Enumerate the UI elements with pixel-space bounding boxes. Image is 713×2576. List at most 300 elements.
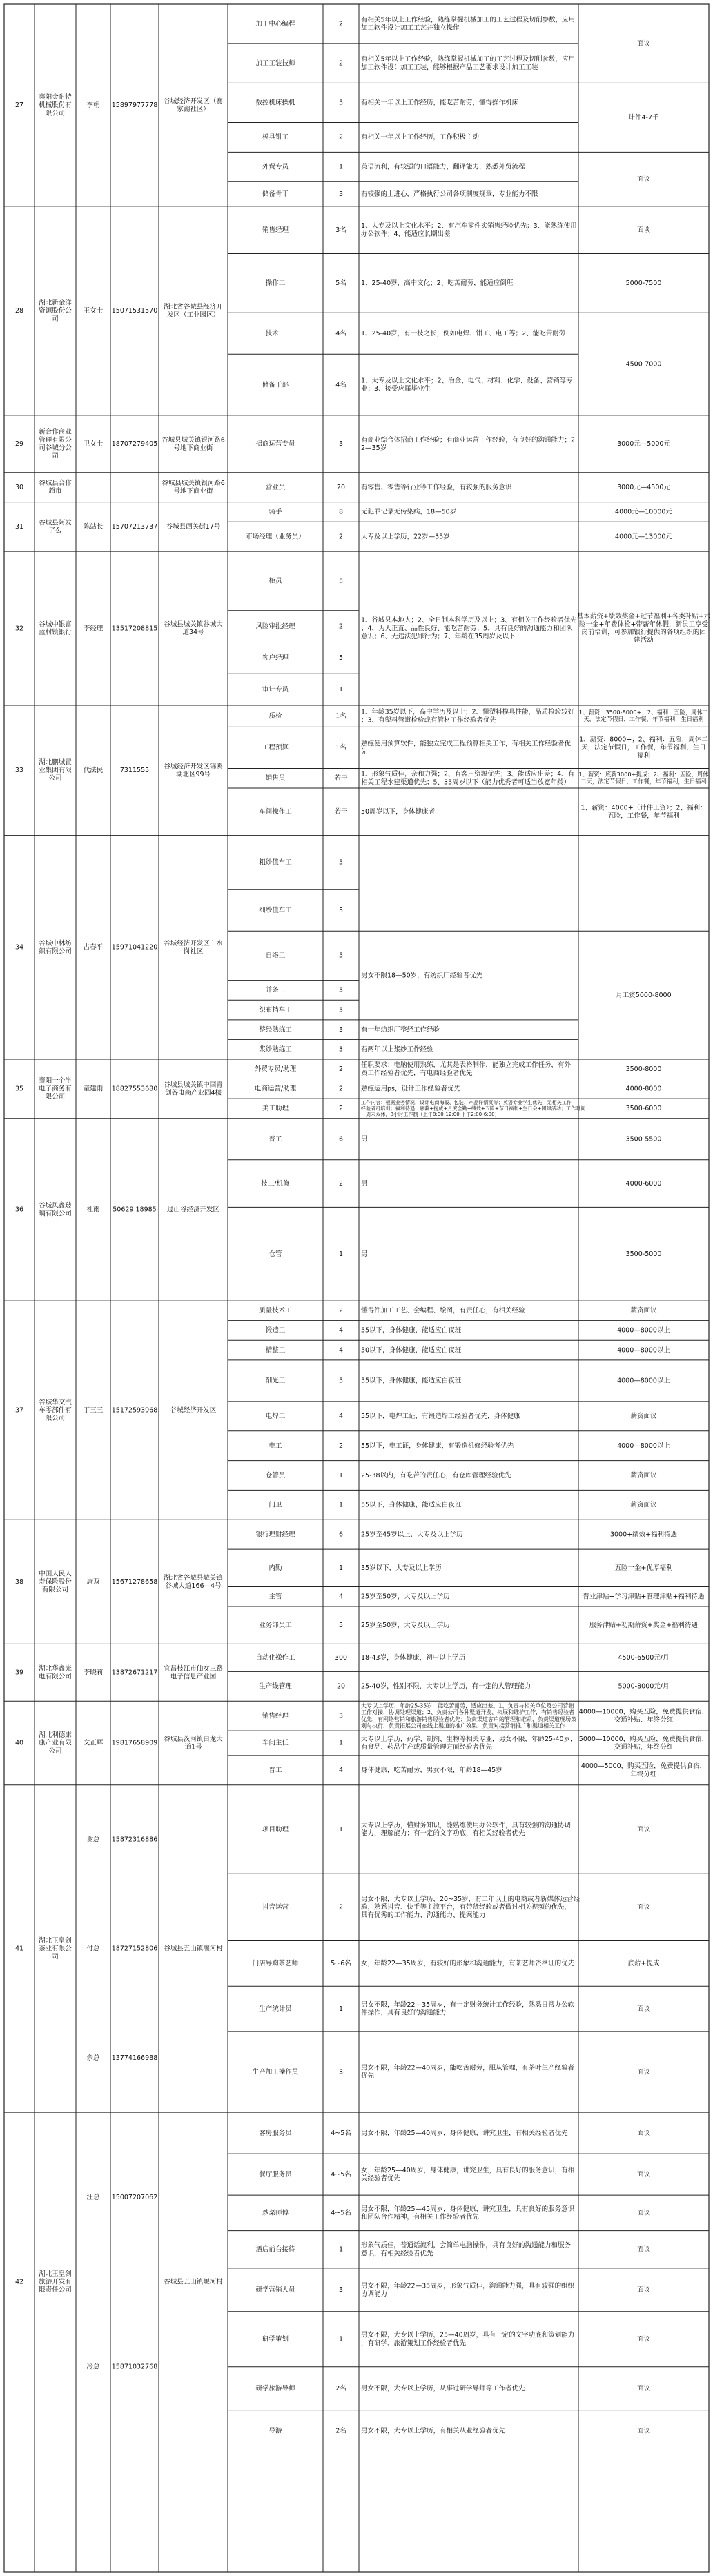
job-title: 销售经理 [262, 1712, 289, 1720]
job-requirement: 大专及以上学历，22岁—35岁 [361, 533, 450, 541]
job-pay: 薪资面议 [630, 1471, 657, 1479]
contact-name: 余总 [86, 2054, 100, 2062]
job-requirement: 男 [361, 1250, 368, 1258]
job-title: 电工 [268, 1442, 282, 1450]
job-requirement: 有相关5年以上工作经验，熟练掌握机械加工的工艺过程及切削参数，应用加工软件设计加工工艺并独立操作 [361, 16, 576, 32]
job-title: 织布挡车工 [259, 1006, 292, 1014]
job-title: 并条工 [265, 986, 286, 994]
company-number: 30 [14, 483, 24, 491]
job-count: 3 [338, 1712, 344, 1720]
job-count: 4 [338, 1767, 344, 1775]
job-title: 车间操作工 [259, 808, 292, 816]
job-requirement: 有零售、零售等行业等工作经验，有较强的服务意识 [361, 483, 512, 491]
job-pay: 面议 [636, 2245, 651, 2254]
job-requirement: 男女不限，年龄25—45周岁，身体健康，讲究卫生，具有良好的服务意识和团队合作精神，有相关工作经验者优先 [361, 2205, 575, 2221]
job-title: 研学营销人员 [255, 2286, 295, 2294]
job-count: 1 [338, 2005, 344, 2013]
job-pay: 3000+绩效+福利待遇 [609, 1531, 678, 1539]
job-requirement: 50以下，身体健康，能适应白夜班 [361, 1346, 462, 1355]
job-title: 技术工 [265, 330, 286, 338]
company-number: 40 [14, 1739, 24, 1747]
job-requirement: 英语流利，有较强的口语能力，翻译能力，熟悉外贸流程 [361, 163, 525, 171]
job-requirement: 18-43岁，身体健康，初中以上学历 [361, 1654, 466, 1662]
job-requirement: 身体健康，吃苦耐劳，男女不限，年龄18—45岁 [361, 1767, 502, 1775]
company-number: 35 [14, 1085, 24, 1093]
company-name: 新合作商业管理有限公司谷城分公司 [39, 428, 72, 460]
job-count: 1 [338, 163, 344, 171]
job-title: 客户经理 [262, 654, 289, 662]
job-count: 5 [338, 1377, 344, 1385]
job-count: 4 [338, 1346, 344, 1355]
job-count: 5~6名 [331, 1960, 351, 1968]
company-name: 谷城华文汽车零部件有限公司 [39, 1398, 72, 1423]
job-requirement: 女，年龄22—35周岁，有较好的形象和沟通能力，有茶艺师资格证的优先 [361, 1960, 575, 1968]
contact-phone: 18707279405 [111, 440, 158, 449]
job-title: 主管 [268, 1593, 282, 1601]
company-address: 湖北省谷城县城关镇谷城大道166—4号 [164, 1574, 223, 1590]
job-title: 加工工装技师 [255, 59, 295, 68]
contact-phone: 15971041220 [111, 943, 158, 952]
job-pay: 3500-8000 [625, 1065, 662, 1074]
job-title: 模具钳工 [262, 133, 289, 141]
company-number: 28 [14, 307, 24, 315]
job-pay: 4000—8000以上 [617, 1442, 670, 1450]
job-pay: 面议 [636, 2286, 651, 2294]
company-number: 27 [14, 101, 24, 110]
job-requirement: 1、形象气质佳，亲和力强；2、有客户资源优先；3、能适应出差；4、有相关工程水建渠道优先；5、35周岁以下（能力优秀者可适当放宽年龄） [361, 770, 575, 787]
job-count: 3 [338, 1025, 344, 1034]
job-requirement: 50周岁以下，身体健康者 [361, 808, 436, 816]
job-title: 内勤 [268, 1564, 282, 1573]
job-title: 电商运营/助理 [254, 1085, 297, 1093]
company-number: 33 [14, 767, 24, 775]
job-pay: 面议 [636, 2005, 651, 2013]
contact-phone: 15871032768 [111, 2363, 158, 2371]
company-name: 湖北鹏城置业集团有限公司 [39, 758, 72, 783]
company-number: 36 [14, 1206, 24, 1214]
contact-name: 冷总 [86, 2363, 100, 2371]
job-requirement: 形象气质佳，普通话流利，会简单电脑操作，具有良好的沟通能力和服务意识，有相关经验者优先 [361, 2241, 572, 2258]
company-address: 谷城县城关镇银河路6 号地下商业街 [162, 480, 225, 495]
job-pay: 面议 [636, 2427, 651, 2435]
job-requirement: 1、大专及以上文化水平；2、冶金、电气、材料、化学、设备、营销等专业；3、接受应届毕业生 [361, 377, 573, 393]
job-requirement: 男女不限，年龄22—35周岁，形象气质佳，沟通能力强，具有较强的组织协调能力 [361, 2282, 575, 2298]
job-title: 客房服务员 [259, 2129, 292, 2137]
job-pay: 3500-6000 [625, 1105, 662, 1113]
job-requirement: 男女不限，大专以上学历，有相关从业经验者优先 [361, 2427, 506, 2435]
company-number: 42 [14, 2278, 24, 2286]
job-pay: 1、薪资：3500-8000+；2、福利：五险，周休二天，法定节假日，工作餐，年节福利，生日福利 [578, 709, 709, 723]
job-count: 1 [338, 2335, 344, 2343]
company-number: 39 [14, 1669, 24, 1677]
company-name: 谷城中林纺织有限公司 [39, 939, 72, 956]
job-title: 削光工 [265, 1377, 286, 1385]
job-requirement: 男女不限18—50岁，有纺织厂经验者优先 [361, 972, 483, 980]
contact-name: 李经理 [83, 625, 104, 633]
job-requirement: 有相关一年以上工作经历，能吃苦耐劳，懂得操作机床 [361, 99, 519, 107]
job-count: 5 [338, 858, 344, 867]
job-count: 2 [338, 1105, 344, 1113]
job-requirement: 有一年纺织厂整经工作经验 [361, 1025, 440, 1034]
job-pay: 面议 [636, 2335, 651, 2343]
job-requirement: 工作内容：根据业务情况，设计电商海报、包装、产品详情页等；英语专业学生优先，无相关工作经验者可培训；福利待遇：底薪+提成+月度全勤+绩效+五险+节日福利+生日会+团建活动；工作时间：周末双休，8小时工作制（上午8:00-12:00 下午2:00-6:00） [361, 1099, 586, 1118]
job-title: 粗纱值车工 [259, 858, 292, 867]
job-count: 2 [338, 133, 344, 141]
company-number: 29 [14, 440, 24, 449]
contact-name: 占春平 [83, 943, 104, 952]
job-requirement: 55以下，电焊工证，有锻造焊工经验者优先，身体健康 [361, 1413, 520, 1421]
job-pay: 月工资5000-8000 [616, 991, 672, 999]
job-requirement: 有相关一年以上工作经历，工作积极主动 [361, 133, 480, 141]
contact-name: 谢总 [86, 1836, 100, 1844]
job-count: 5名 [335, 279, 346, 288]
job-count: 20 [336, 1682, 346, 1691]
job-requirement: 1、大专及以上文化水平；2、有汽车零件实销售经验优先；3、能熟练使用办公软件；4、能适应长期出差 [361, 222, 577, 238]
job-title: 生产线管理 [259, 1682, 292, 1691]
job-count: 1名 [335, 744, 346, 752]
company-name: 襄阳一个半电子商务有限公司 [39, 1077, 72, 1101]
company-address: 谷城经济开发区 [170, 1406, 217, 1415]
job-pay: 4000—8000以上 [617, 1377, 670, 1385]
job-count: 5 [338, 654, 344, 662]
job-requirement: 1、谷城县本地人；2、全日制本科学历及以上；3、有相关工作经验者优先；4、为人正直、品性良好、能吃苦耐劳；5、具有良好的沟通能力和团队意识；6、无违法犯罪行为；7、年龄在35周岁及以下 [361, 616, 577, 640]
job-title: 数控机床操机 [255, 99, 295, 107]
job-count: 1 [338, 685, 344, 694]
job-pay: 4000—8000以上 [617, 1326, 670, 1335]
job-title: 质检 [268, 712, 282, 720]
job-count: 5 [338, 986, 344, 994]
contact-phone: 18827553680 [111, 1085, 158, 1093]
contact-name: 童建雨 [83, 1085, 104, 1093]
job-pay: 面议 [636, 2384, 651, 2392]
job-title: 导游 [268, 2427, 282, 2435]
job-count: 2 [338, 1442, 344, 1450]
job-title: 研学策划 [262, 2335, 289, 2343]
job-pay: 4000—5000，购买五险，免费提供食宿，年终分红 [580, 1762, 707, 1778]
contact-name: 丁三三 [83, 1406, 104, 1415]
job-title: 整经熟练工 [259, 1025, 292, 1034]
job-pay: 底薪+提成 [627, 1960, 660, 1968]
contact-phone: 15707213737 [111, 523, 158, 531]
job-count: 1 [338, 1471, 344, 1479]
job-title: 自络工 [265, 952, 286, 960]
job-count: 2 [338, 1179, 344, 1188]
company-address: 谷城县城关镇中国青创谷电商产业园4楼 [164, 1081, 223, 1097]
job-requirement: 男女不限，年龄25—40周岁，身体健康，讲究卫生，有相关经验者优先 [361, 2129, 568, 2137]
job-count: 2 [338, 533, 344, 541]
job-title: 电焊工 [265, 1413, 286, 1421]
company-name: 中国人民人寿保险股份有限公司 [39, 1570, 72, 1594]
job-pay: 面议 [636, 2129, 651, 2137]
job-pay: 基本薪资+绩效奖金+过节福利+各类补贴+六险一金+年费体检+带薪年休假，新员工享受岗前培训，可参加银行提供的各项组织的团建活动 [576, 612, 711, 645]
job-pay: 3000元—4500元 [617, 483, 670, 491]
contact-name: 陈站长 [83, 523, 104, 531]
company-address: 谷城县五山镇堰河村 [164, 2278, 223, 2286]
job-requirement: 大专以上学历，年龄25-35岁，能吃苦耐劳，适应出差。1、负责与相关单位及公司营销工作对接，协调处理渠道；2、负责公司各种渠道开发、拓展和维护工作，有销售经验者优先，有网络营销和旅游销售经验者优先；负责渠道客户的管理和维系，负责渠道现场策划与执行，负责拓展公司在线上渠道的推广效果，负责对接营销推广和渠道相关工作 [361, 1702, 576, 1729]
job-requirement: 熟练运用ps，设计工作经验者优先 [361, 1085, 460, 1093]
job-pay: 面议 [636, 2068, 651, 2076]
job-requirement: 25岁至45岁以上，大专及以上学历 [361, 1531, 463, 1539]
job-title: 柜员 [268, 577, 282, 585]
job-count: 2 [338, 20, 344, 28]
job-title: 项目助理 [262, 1825, 289, 1833]
job-count: 6 [338, 1531, 344, 1539]
job-count: 4~5名 [331, 2209, 351, 2217]
contact-name: 李晓莉 [83, 1669, 104, 1677]
job-pay: 计件4-7千 [628, 114, 659, 122]
job-count: 5 [338, 952, 344, 960]
job-count: 1 [338, 1501, 344, 1509]
company-address: 谷城经济开发区白水岗社区 [164, 939, 223, 956]
contact-phone: 18727152806 [111, 1945, 158, 1953]
company-number: 41 [14, 1945, 24, 1953]
job-count: 2 [338, 1065, 344, 1074]
job-title: 业务部员工 [259, 1621, 292, 1629]
job-title: 骑手 [268, 508, 282, 516]
job-requirement: 25岁至50岁，大专及以上学历 [361, 1621, 450, 1629]
job-requirement: 女，年龄25—40周岁，身体健康，讲究卫生，具有良好的服务意识，有相关经验者优先 [361, 2167, 575, 2183]
company-address: 谷城县城关镇谷城大道34号 [164, 620, 223, 637]
job-pay: 1、薪资：底薪3000+提成；2、福利：五险，周休二天，法定节假日，工作餐，年节福利，生日福利 [578, 771, 709, 785]
job-requirement: 任职要求：电脑使用熟练，尤其是表格制作，能独立完成工作任务，有外贸工作经验者优先，有电商经验者优先 [361, 1061, 572, 1077]
job-title: 生产加工操作员 [252, 2068, 299, 2076]
job-count: 5 [338, 906, 344, 914]
job-count: 4~5名 [331, 2129, 351, 2137]
contact-phone: 13774166988 [111, 2054, 158, 2062]
job-pay: 薪资面议 [630, 1501, 657, 1509]
job-pay: 薪资面议 [630, 1307, 657, 1315]
job-title: 锻造工 [265, 1326, 286, 1335]
job-count: 5 [338, 1006, 344, 1014]
contact-name: 卫女士 [83, 440, 104, 449]
job-requirement: 男女不限，年龄22—40周岁，能吃苦耐劳，服从管理，有茶叶生产经验者优先 [361, 2064, 575, 2081]
job-count: 1 [338, 1739, 344, 1747]
job-count: 5 [338, 99, 344, 107]
job-count: 4名 [335, 381, 346, 389]
job-requirement: 男女不限，大专以上学历，从事过研学导师等工作者优先 [361, 2384, 525, 2392]
job-requirement: 55以下，身体健康，能适应白夜班 [361, 1501, 462, 1509]
job-requirement: 男女不限，大专以上学历，20~35岁，有二年以上的电商或者新媒体运营经验，熟悉抖音、快手等主流平台，有带货经验或者做过相关视频的优先，具有优秀的工作能力、沟通能力、提案能力 [361, 1896, 580, 1920]
job-title: 浆纱熟练工 [259, 1045, 292, 1054]
company-number: 31 [14, 523, 24, 531]
job-count: 2 [338, 1307, 344, 1315]
job-title: 操作工 [265, 279, 286, 288]
job-title: 营业员 [265, 483, 286, 491]
company-address: 湖北省谷城县经济开发区（工业园区） [164, 303, 223, 319]
job-count: 8 [338, 508, 344, 516]
job-title: 自动化操作工 [255, 1654, 295, 1662]
job-pay: 五险一金+优厚福利 [614, 1564, 673, 1573]
job-pay: 1、薪资：8000+；2、福利：五险，周休二天，法定节假日，工作餐，年节福利，生日福利 [579, 736, 708, 760]
job-count: 4名 [335, 330, 346, 338]
job-pay: 4000元—13000元 [615, 533, 672, 541]
job-pay: 面议 [636, 39, 651, 48]
job-requirement: 1、年龄35岁以下，高中学历及以上；2、懂塑料模具性能，品质检验较好；3、有塑料管道检验或有管材工作经验者优先 [361, 708, 575, 725]
job-requirement: 无犯罪记录无传染病，18—50岁 [361, 508, 457, 516]
company-name: 谷城县合作超市 [39, 480, 72, 495]
job-pay: 面议 [636, 1903, 651, 1911]
contact-name: 文正辉 [83, 1739, 104, 1747]
job-pay: 薪资面议 [630, 1413, 657, 1421]
company-name: 谷城县阿发了么 [39, 519, 72, 535]
job-count: 若干 [334, 774, 348, 783]
job-pay: 4000元—10000元 [615, 508, 672, 516]
job-requirement: 懂得件加工工艺、会编程、绘图，有责任心，有相关经验 [361, 1307, 525, 1315]
job-title: 精整工 [265, 1346, 286, 1355]
contact-phone: 15897977778 [111, 101, 158, 110]
contact-name: 付总 [86, 1945, 100, 1953]
job-count: 1名 [335, 712, 346, 720]
job-count: 3 [338, 1045, 344, 1054]
company-name: 谷城中银富蓝村镇银行 [39, 620, 72, 637]
job-requirement: 有较强的上进心，严格执行公司各项制度规章，专业能力不限 [361, 190, 538, 198]
company-address: 宜昌枝江市仙女三路电子信息产业园 [164, 1664, 223, 1681]
job-requirement: 有相关5年以上工作经验，熟练掌握机械加工的工艺过程及切削参数，应用加工软件设计加工工装，能够根据产品工艺要求设计加工工装 [361, 55, 576, 72]
company-address: 谷城县城关镇银河路6 号地下商业街 [162, 436, 225, 452]
job-count: 4 [338, 1326, 344, 1335]
job-title: 仓管员 [265, 1471, 286, 1479]
job-title: 研学旅游导师 [255, 2384, 295, 2392]
job-requirement: 有商业综合体招商工作经验；有商业运营工作经验，有良好的沟通能力；2 2—35岁 [361, 436, 576, 452]
job-requirement: 男女不限，年龄22—35周岁，有一定财务统计工作经验，熟悉日常办公软件操作，具有良好的沟通能力 [361, 2001, 575, 2017]
job-count: 20 [336, 483, 346, 491]
job-count: 1 [338, 1564, 344, 1573]
job-requirement: 55以下，身体健康，能适应白夜班 [361, 1377, 462, 1385]
job-pay: 3500-5000 [625, 1250, 662, 1258]
job-count: 300 [334, 1654, 348, 1662]
job-count: 4 [338, 1593, 344, 1601]
job-pay: 面议 [636, 2170, 651, 2179]
job-title: 炒菜师傅 [262, 2209, 289, 2217]
job-count: 3 [338, 2286, 344, 2294]
job-requirement: 1、25-40岁，有一技之长，例如电焊、钳工、电工等；2、能吃苦耐劳 [361, 330, 566, 338]
job-title: 风险审批经理 [255, 622, 295, 631]
job-pay: 面议 [636, 175, 651, 184]
company-address: 过山谷经济开发区 [166, 1206, 220, 1214]
job-title: 工程预算 [262, 744, 289, 752]
job-title: 审计专员 [262, 685, 289, 694]
job-title: 银行理财经理 [255, 1531, 295, 1539]
job-title: 招商运营专员 [255, 440, 295, 449]
job-requirement: 55以下，电工证，身体健康，有锻造机修经验者优先 [361, 1442, 514, 1450]
job-pay: 服务津贴+初期薪资+奖金+福利待遇 [589, 1621, 698, 1629]
contact-name: 李朝 [86, 101, 100, 110]
job-pay: 4500-7000 [625, 360, 662, 368]
job-pay: 5000-8000元/月 [618, 1682, 670, 1691]
job-requirement: 男女不限，大专以上学历，25—40周岁，具有一定的文字功底和策划能力，有研学、旅游策划工作经验者优先 [361, 2331, 575, 2348]
job-requirement: 大专以上学历，懂财务知识，能熟练使用办公软件，具有较强的沟通协调能力，理解能力；有一定的文字功底，有相关经验者优先 [361, 1821, 572, 1838]
job-count: 3 [338, 440, 344, 449]
company-address: 谷城县茨河镇白龙大道1号 [164, 1735, 223, 1751]
job-count: 2名 [335, 2384, 346, 2392]
job-pay: 4000—10000，购买五险，免费提供食宿，交通补贴、年终分红 [578, 1708, 709, 1724]
job-title: 销售经理 [262, 226, 289, 234]
job-pay: 晋业津贴+学习津贴+管理津贴+福利待遇 [583, 1593, 705, 1601]
job-count: 1 [338, 2245, 344, 2254]
job-title: 普工 [268, 1767, 282, 1775]
job-requirement: 35岁以下，大专及以上学历 [361, 1564, 442, 1573]
job-count: 4~5名 [331, 2170, 351, 2179]
job-requirement: 55以下，身体健康，能适应白夜班 [361, 1326, 462, 1335]
job-requirement: 1、25-40岁，高中文化；2、吃苦耐劳，能适应倒班 [361, 279, 514, 288]
job-count: 3 [338, 190, 344, 198]
company-number: 37 [14, 1406, 24, 1415]
job-requirement: 25岁至50岁，大专及以上学历 [361, 1593, 450, 1601]
job-requirement: 男 [361, 1179, 368, 1188]
job-title: 酒店前台接待 [255, 2245, 295, 2254]
job-count: 1 [338, 1250, 344, 1258]
job-title: 外贸专员 [262, 163, 289, 171]
job-count: 3名 [335, 226, 346, 234]
company-address: 谷城县五山镇堰河村 [164, 1945, 223, 1953]
table-border [4, 4, 709, 2572]
company-number: 32 [14, 625, 24, 633]
job-pay: 面谈 [636, 226, 651, 234]
job-title: 餐厅服务员 [259, 2170, 292, 2179]
contact-name: 杜雨 [86, 1206, 100, 1214]
company-address: 谷城经济开发区锦鸥湖北区99号 [164, 763, 223, 778]
job-count: 2 [338, 59, 344, 68]
job-pay: 5000-7500 [625, 279, 662, 288]
company-name: 襄阳金耐特机械股份有限公司 [39, 93, 72, 117]
job-count: 2名 [335, 2427, 346, 2435]
job-title: 市场经理（业务员） [246, 533, 305, 541]
contact-phone: 15671278658 [111, 1578, 158, 1586]
job-requirement: 有两年以上浆纱工作经验 [361, 1045, 433, 1054]
job-title: 储备干部 [262, 381, 289, 389]
job-title: 销售员 [265, 774, 286, 783]
job-title: 加工中心编程 [255, 20, 295, 28]
company-name: 湖北玉皇剑旅游开发有限责任公司 [39, 2270, 72, 2294]
job-pay: 4000-6000 [625, 1179, 662, 1188]
company-address: 谷城县西关街17号 [166, 523, 221, 531]
company-name: 湖北华鑫光电有限公司 [39, 1664, 72, 1681]
company-name: 谷城风鑫玻璃有限公司 [39, 1201, 72, 1218]
company-name: 湖北利德康康产业有限公司 [39, 1731, 72, 1756]
job-count: 2 [338, 1085, 344, 1093]
job-requirement: 25-38以内，有吃苦的责任心，有仓库管理经验优先 [361, 1471, 511, 1479]
job-count: 若干 [334, 808, 348, 816]
job-title: 抖音运营 [262, 1903, 289, 1911]
contact-name: 王女士 [83, 307, 104, 315]
company-address: 谷城经济开发区（赛家湖社区） [164, 97, 223, 114]
job-pay: 3500-5500 [625, 1135, 662, 1143]
job-title: 技工/机修 [261, 1179, 290, 1188]
contact-phone: 50629 18985 [113, 1206, 157, 1214]
job-pay: 3000元—5000元 [617, 440, 670, 449]
job-count: 1 [338, 1825, 344, 1833]
job-count: 2 [338, 1903, 344, 1911]
contact-name: 唐双 [86, 1578, 100, 1586]
job-title: 储备骨干 [262, 190, 289, 198]
company-name: 湖北新金洋资源股份公司 [39, 299, 72, 323]
contact-phone: 13517208815 [111, 625, 158, 633]
contact-name: 汪总 [86, 2193, 100, 2201]
job-pay: 4000—8000以上 [617, 1346, 670, 1355]
job-pay: 1、薪资：4000+（计件工资）；2、福利：五险，工作餐，年节福利 [580, 804, 707, 820]
job-count: 3 [338, 2068, 344, 2076]
job-title: 美工助理 [262, 1105, 289, 1113]
job-title: 仓管 [268, 1250, 282, 1258]
contact-phone: 15007207062 [111, 2193, 158, 2201]
job-pay: 面议 [636, 2209, 651, 2217]
job-title: 门卫 [268, 1501, 282, 1509]
job-pay: 面议 [636, 1825, 651, 1833]
contact-phone: 7311555 [119, 767, 150, 775]
job-title: 外贸专员/助理 [254, 1065, 297, 1074]
contact-phone: 19817658909 [111, 1739, 158, 1747]
job-requirement: 男 [361, 1135, 368, 1143]
